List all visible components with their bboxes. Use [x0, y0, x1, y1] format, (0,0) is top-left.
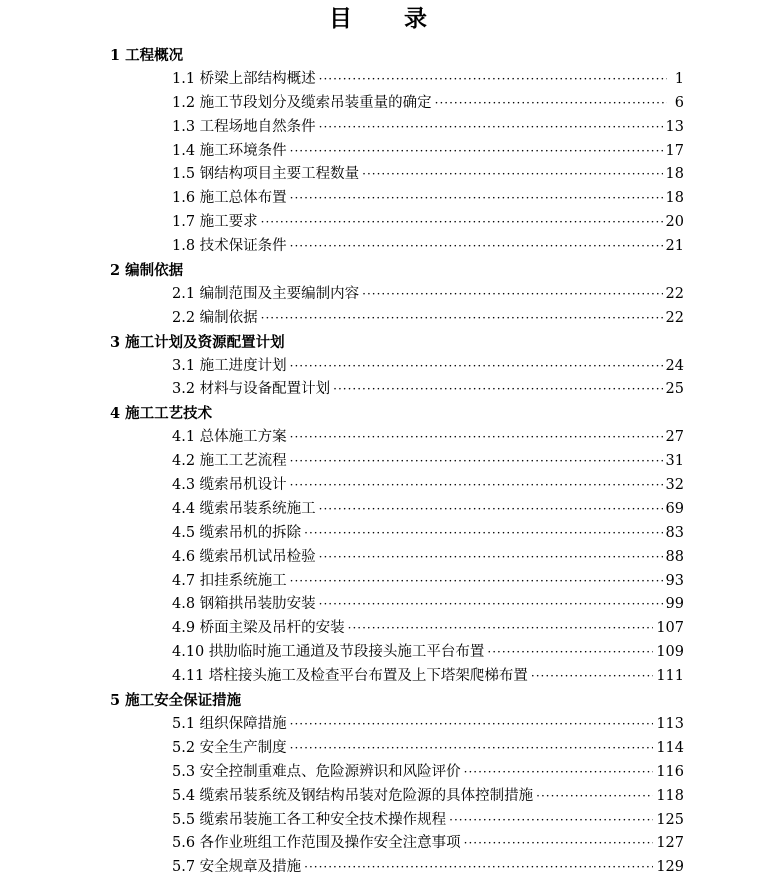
- toc-page-number: 127: [656, 835, 684, 852]
- toc-entry: [0, 378, 778, 402]
- toc-entry: [0, 737, 778, 761]
- toc-entry-label: 4.9 桥面主梁及吊杆的安装: [172, 620, 345, 637]
- toc-page-number: 125: [656, 811, 684, 828]
- toc-entry: [0, 785, 778, 809]
- toc-entry-label: 5.6 各作业班组工作范围及操作安全注意事项: [172, 835, 461, 852]
- dot-leader: [435, 92, 667, 116]
- toc-entry: [0, 809, 778, 833]
- toc-entry: [0, 617, 778, 641]
- toc-page-number: 27: [665, 429, 684, 446]
- toc-page-number: 17: [665, 142, 684, 159]
- toc-entry-label: 5.1 组织保障措施: [172, 715, 287, 732]
- toc-page-number: 1: [674, 70, 684, 87]
- toc-entry-label: 1.4 施工环境条件: [172, 142, 287, 159]
- toc-page-number: 13: [665, 118, 684, 135]
- dot-leader: [290, 474, 663, 498]
- dot-leader: [464, 761, 654, 785]
- dot-leader: [362, 163, 662, 187]
- toc-entry-label: 1.2 施工节段划分及缆索吊装重量的确定: [172, 94, 432, 111]
- toc-page-number: 116: [656, 763, 684, 780]
- toc-page-number: 111: [656, 668, 684, 685]
- chapter-heading: 5 施工安全保证措施: [110, 692, 242, 710]
- dot-leader: [348, 617, 654, 641]
- toc-page-number: 25: [665, 381, 684, 398]
- toc-page-number: 69: [665, 500, 684, 517]
- toc-entry-label: 4.4 缆索吊装系统施工: [172, 500, 316, 517]
- toc-entry: [0, 593, 778, 617]
- toc-entry-label: 4.5 缆索吊机的拆除: [172, 524, 302, 541]
- dot-leader: [487, 641, 653, 665]
- toc-entry: [0, 116, 778, 140]
- toc-page-number: 93: [665, 572, 684, 589]
- toc-page-number: 99: [665, 596, 684, 613]
- toc-entry: [0, 761, 778, 785]
- dot-leader: [290, 713, 654, 737]
- toc-entry: [0, 283, 778, 307]
- toc-entry: [0, 856, 778, 880]
- toc-entry-label: 3.1 施工进度计划: [172, 357, 287, 374]
- toc-page-number: 22: [665, 309, 684, 326]
- dot-leader: [362, 283, 662, 307]
- toc-entry: [0, 570, 778, 594]
- toc-page-number: 113: [656, 715, 684, 732]
- toc-entry: [0, 92, 778, 116]
- chapter-heading: 3 施工计划及资源配置计划: [110, 333, 285, 351]
- toc-entry: [0, 163, 778, 187]
- toc-page-number: 21: [665, 238, 684, 255]
- toc-entry-label: 1.1 桥梁上部结构概述: [172, 70, 316, 87]
- dot-leader: [464, 832, 654, 856]
- table-of-contents: [0, 44, 778, 880]
- chapter-heading: 1 工程概况: [110, 47, 184, 64]
- dot-leader: [290, 355, 663, 379]
- toc-entry-label: 5.5 缆索吊装施工各工种安全技术操作规程: [172, 811, 447, 828]
- dot-leader: [319, 546, 663, 570]
- toc-entry-label: 4.1 总体施工方案: [172, 429, 287, 446]
- dot-leader: [304, 856, 653, 880]
- dot-leader: [304, 522, 662, 546]
- dot-leader: [261, 307, 663, 331]
- dot-leader: [319, 593, 663, 617]
- toc-page-number: 88: [665, 548, 684, 565]
- dot-leader: [290, 235, 663, 259]
- toc-page-number: 6: [674, 94, 684, 111]
- toc-entry: [0, 665, 778, 689]
- toc-entry-label: 1.7 施工要求: [172, 214, 258, 231]
- toc-page-number: 114: [656, 739, 684, 756]
- toc-entry-label: 4.8 钢箱拱吊装肋安装: [172, 596, 316, 613]
- toc-entry-label: 1.5 钢结构项目主要工程数量: [172, 166, 360, 183]
- toc-entry: [0, 68, 778, 92]
- toc-page-number: 22: [665, 285, 684, 302]
- chapter-heading: 4 施工工艺技术: [110, 405, 213, 423]
- toc-page-number: 18: [665, 190, 684, 207]
- toc-entry-label: 4.10 拱肋临时施工通道及节段接头施工平台布置: [172, 644, 485, 661]
- toc-entry-label: 1.3 工程场地自然条件: [172, 118, 316, 135]
- dot-leader: [319, 498, 663, 522]
- toc-entry: [0, 450, 778, 474]
- toc-page-number: 18: [665, 166, 684, 183]
- toc-entry-label: 1.6 施工总体布置: [172, 190, 287, 207]
- toc-entry: [0, 641, 778, 665]
- toc-page-number: 129: [656, 859, 684, 876]
- toc-entry: [0, 546, 778, 570]
- dot-leader: [531, 665, 653, 689]
- toc-page-number: 24: [665, 357, 684, 374]
- toc-page-number: 31: [665, 453, 684, 470]
- toc-entry: [0, 522, 778, 546]
- toc-entry: [0, 211, 778, 235]
- dot-leader: [290, 570, 663, 594]
- toc-entry: [0, 832, 778, 856]
- toc-page-number: 109: [656, 644, 684, 661]
- toc-entry-label: 4.11 塔柱接头施工及检查平台布置及上下塔架爬梯布置: [172, 668, 528, 685]
- toc-entry-label: 5.3 安全控制重难点、危险源辨识和风险评价: [172, 763, 461, 780]
- dot-leader: [333, 378, 662, 402]
- toc-entry-label: 4.3 缆索吊机设计: [172, 477, 287, 494]
- toc-entry-label: 3.2 材料与设备配置计划: [172, 381, 331, 398]
- toc-entry-label: 5.7 安全规章及措施: [172, 859, 302, 876]
- toc-entry-label: 2.1 编制范围及主要编制内容: [172, 285, 360, 302]
- toc-entry: [0, 140, 778, 164]
- dot-leader: [290, 187, 663, 211]
- toc-entry-label: 2.2 编制依据: [172, 309, 258, 326]
- chapter-heading: 2 编制依据: [110, 262, 184, 280]
- toc-page-number: 107: [656, 620, 684, 637]
- dot-leader: [319, 68, 667, 92]
- dot-leader: [449, 809, 653, 833]
- toc-entry-label: 1.8 技术保证条件: [172, 238, 287, 255]
- toc-entry: [0, 355, 778, 379]
- dot-leader: [290, 426, 663, 450]
- toc-entry: [0, 187, 778, 211]
- toc-title: 目 录: [328, 5, 449, 32]
- toc-entry-label: 5.4 缆索吊装系统及钢结构吊装对危险源的具体控制措施: [172, 787, 534, 804]
- toc-page-number: 20: [665, 214, 684, 231]
- toc-entry: [0, 713, 778, 737]
- dot-leader: [290, 450, 663, 474]
- toc-entry-label: 4.7 扣挂系统施工: [172, 572, 287, 589]
- toc-entry: [0, 426, 778, 450]
- dot-leader: [290, 737, 654, 761]
- dot-leader: [536, 785, 653, 809]
- toc-entry: [0, 474, 778, 498]
- toc-entry: [0, 235, 778, 259]
- toc-entry-label: 4.2 施工工艺流程: [172, 453, 287, 470]
- toc-page-number: 83: [665, 524, 684, 541]
- dot-leader: [319, 116, 663, 140]
- toc-entry-label: 5.2 安全生产制度: [172, 739, 287, 756]
- toc-entry-label: 4.6 缆索吊机试吊检验: [172, 548, 316, 565]
- toc-page-number: 32: [665, 477, 684, 494]
- toc-page-number: 118: [656, 787, 684, 804]
- dot-leader: [290, 140, 663, 164]
- toc-entry: [0, 498, 778, 522]
- dot-leader: [261, 211, 663, 235]
- toc-entry: [0, 307, 778, 331]
